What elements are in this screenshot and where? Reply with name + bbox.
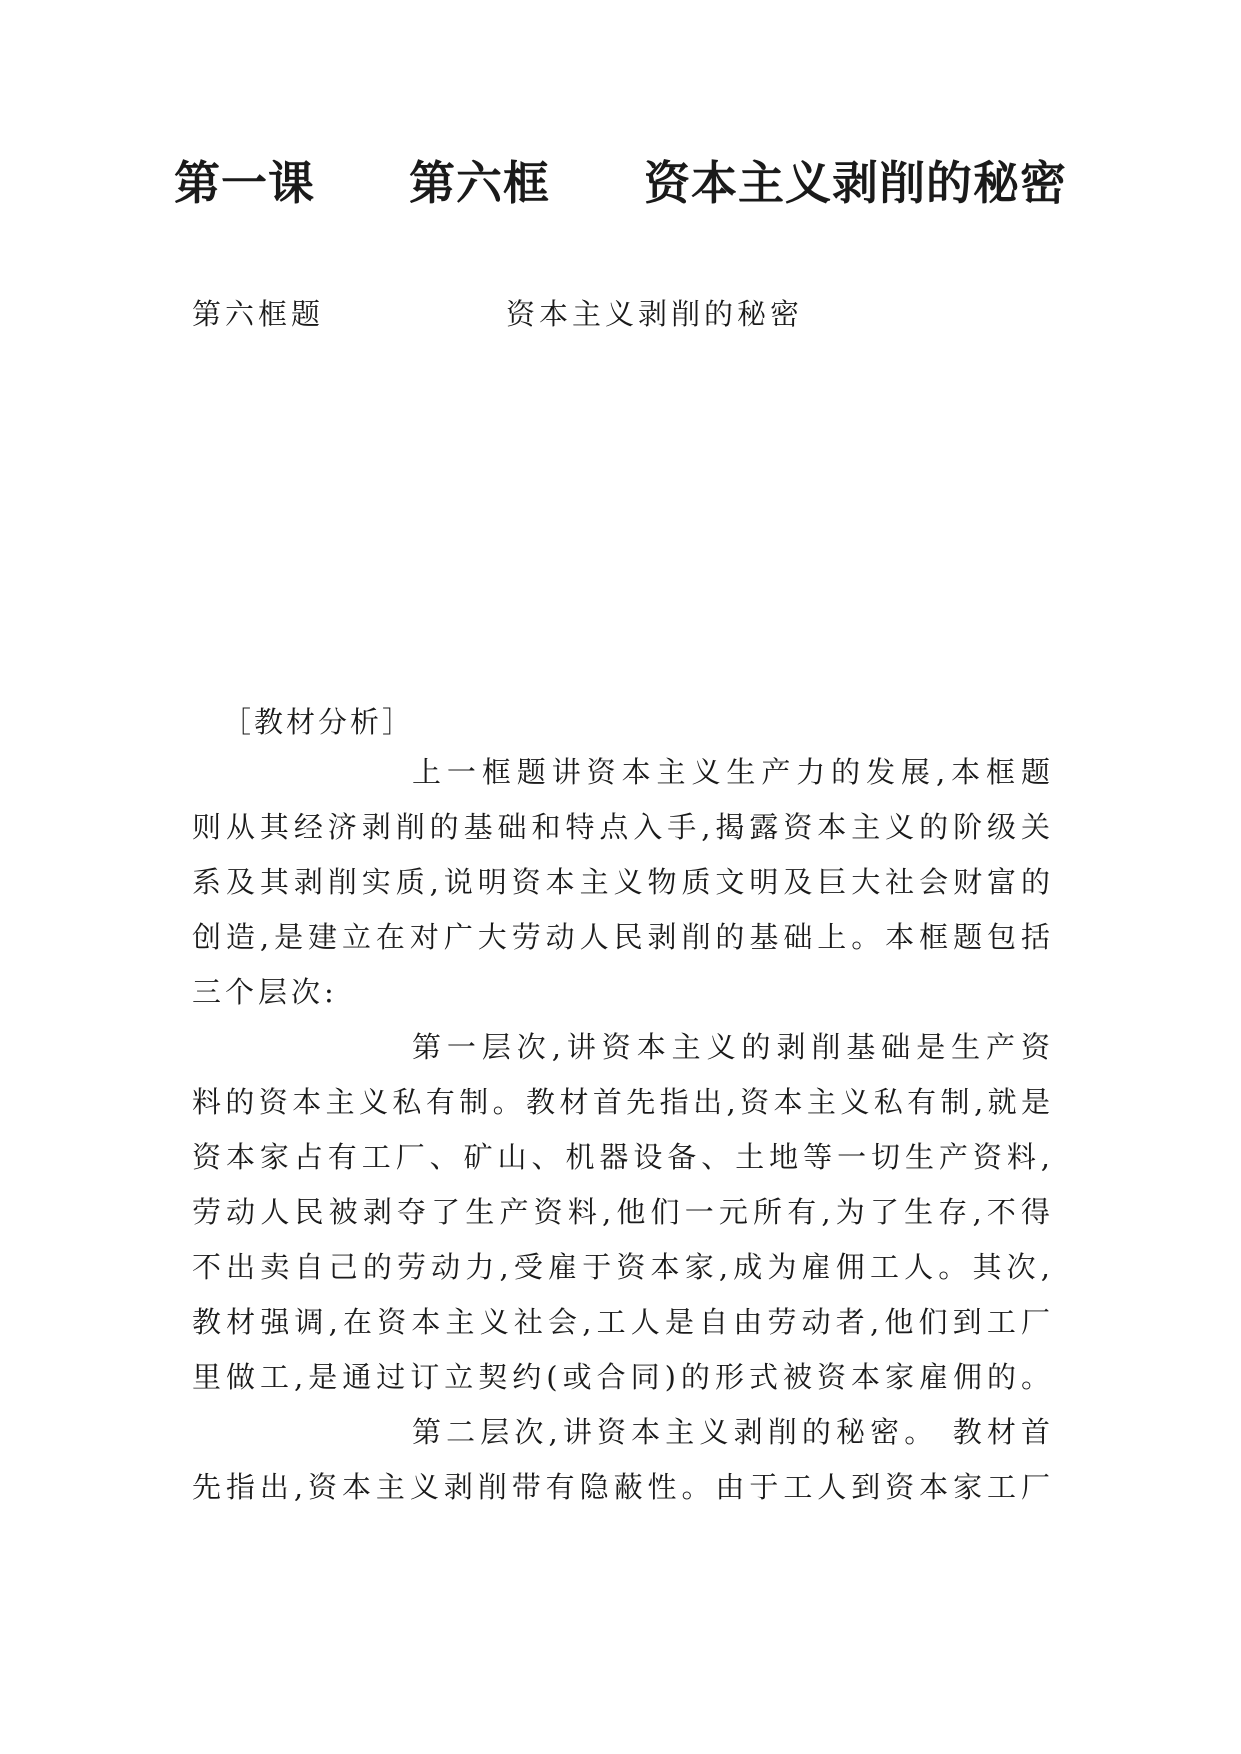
- paragraph-line: 里做工,是通过订立契约(或合同)的形式被资本家雇佣的。: [192, 1360, 1050, 1394]
- paragraph-line: 资本家占有工厂、矿山、机器设备、土地等一切生产资料,: [192, 1140, 1050, 1174]
- paragraph-line: 第一层次,讲资本主义的剥削基础是生产资: [412, 1030, 1050, 1064]
- section-label-textbook-analysis: ［教材分析］: [222, 705, 415, 739]
- paragraph-line: 劳动人民被剥夺了生产资料,他们一元所有,为了生存,不得: [192, 1195, 1050, 1229]
- paragraph-line: 先指出,资本主义剥削带有隐蔽性。由于工人到资本家工厂: [192, 1470, 1050, 1504]
- paragraph-line: 第二层次,讲资本主义剥削的秘密。 教材首: [412, 1415, 1050, 1449]
- paragraph-line: 系及其剥削实质,说明资本主义物质文明及巨大社会财富的: [192, 865, 1050, 899]
- paragraph-line: 不出卖自己的劳动力,受雇于资本家,成为雇佣工人。其次,: [192, 1250, 1050, 1284]
- paragraph-line: 料的资本主义私有制。教材首先指出,资本主义私有制,就是: [192, 1085, 1050, 1119]
- paragraph-line: 教材强调,在资本主义社会,工人是自由劳动者,他们到工厂: [192, 1305, 1050, 1339]
- paragraph-line: 三个层次:: [192, 975, 338, 1009]
- paragraph-line: 创造,是建立在对广大劳动人民剥削的基础上。本框题包括: [192, 920, 1050, 954]
- paragraph-line: 上一框题讲资本主义生产力的发展,本框题: [412, 755, 1050, 789]
- paragraph-line: 则从其经济剥削的基础和特点入手,揭露资本主义的阶级关: [192, 810, 1050, 844]
- subheading-label: 第六框题: [192, 297, 325, 331]
- document-title: 第一课 第六框 资本主义剥削的秘密: [174, 156, 1067, 210]
- subheading-topic: 资本主义剥削的秘密: [506, 297, 804, 331]
